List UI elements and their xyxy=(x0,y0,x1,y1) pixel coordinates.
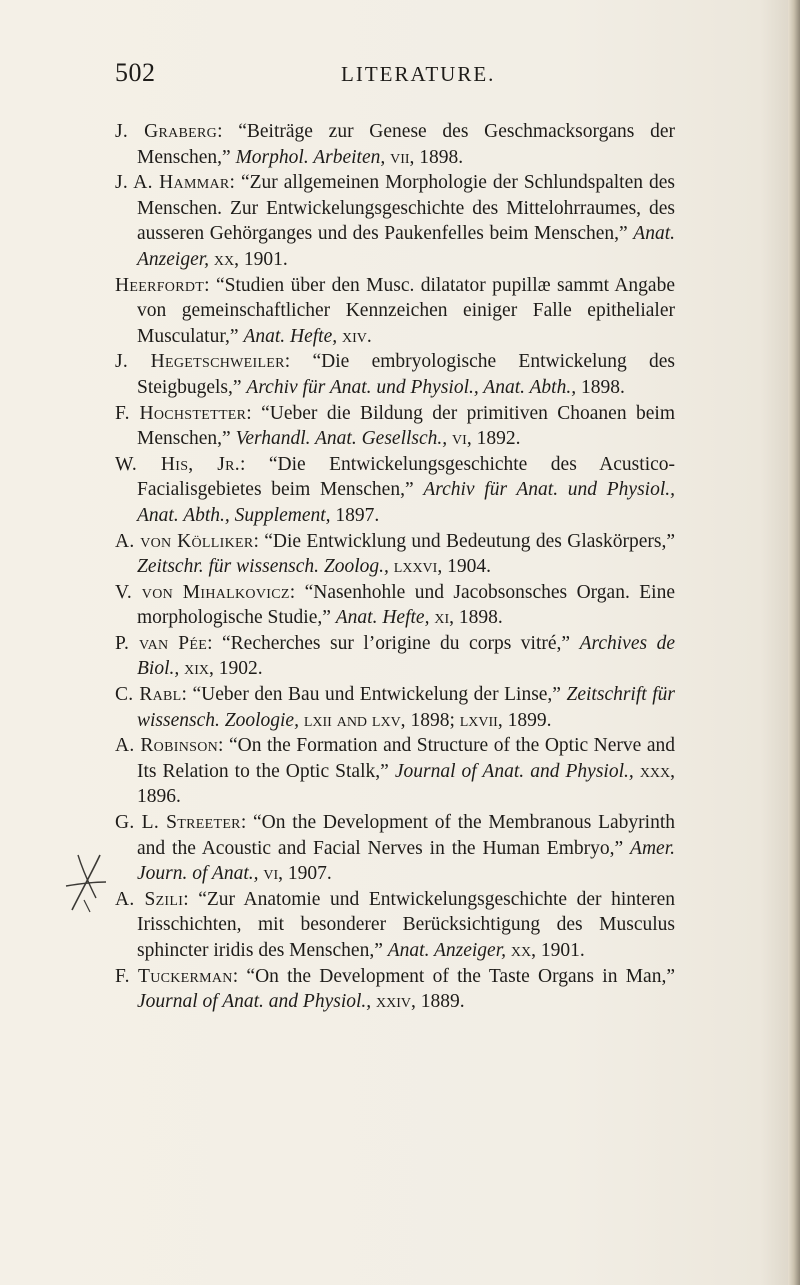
reference-year: 1897. xyxy=(335,504,380,526)
reference-title: “On the Formation and Structure of the Optic Nerve and Its Relation to the Optic Stalk,” xyxy=(137,735,675,782)
reference-volume: xi, xyxy=(434,607,454,629)
reference-entry: C. Rabl: “Ueber den Bau und Entwickelung der Linse,” Zeitschrift für wissensch. Zoologie, lxii and lxv, 1898; lxvii, 1899. xyxy=(115,684,675,731)
reference-journal: Amer. Journ. of Anat., xyxy=(137,837,675,885)
reference-volume: vii, xyxy=(390,146,415,168)
reference-year: 1892. xyxy=(476,428,521,450)
reference-entry: A. Robinson: “On the Formation and Structure of the Optic Nerve and Its Relation to the Optic Stalk,” Journal of Anat. and Physiol., xxx, 1896. xyxy=(115,735,676,808)
reference-title: “Nasenhohle und Jacobsonsches Organ. Eine morphologische Studie,” xyxy=(137,581,675,629)
reference-journal: Anat. Anzeiger, xyxy=(387,940,506,961)
reference-volume: xx, xyxy=(213,248,240,270)
reference-title: “Ueber die Bildung der primitiven Choanen beim Menschen,” xyxy=(137,402,675,450)
reference-journal: Archiv für Anat. und Physiol., Anat. Abth., Supplement, xyxy=(137,479,675,526)
reference-author: G. L. Streeter xyxy=(115,812,241,834)
reference-author: A. von Kölliker xyxy=(115,530,254,552)
reference-author: W. His, Jr. xyxy=(115,453,240,475)
reference-author: F. Tuckerman xyxy=(115,965,233,987)
reference-author: C. Rabl xyxy=(115,684,182,706)
reference-title: “Studien über den Musc. dilatator pupillæ sammt Angabe von gemeinschaftlicher Kennzeichen einiger Falle epithelialer Musculatur,” xyxy=(137,274,675,347)
reference-volume: vi, xyxy=(452,428,472,450)
page-header xyxy=(115,58,715,94)
reference-author: Heerfordt xyxy=(115,274,205,296)
reference-title: “Zur Anatomie und Entwickelungsgeschichte der hinteren Irisschichten, mit besonderer Berücksichtigung des Musculus sphincter iridis des Menschen,” xyxy=(137,888,676,961)
reference-journal: Archiv für Anat. und Physiol., Anat. Abth., xyxy=(246,376,577,398)
page-edge-shadow xyxy=(788,0,800,1285)
reference-entry: J. Hegetschweiler: “Die embryologische Entwickelung des Steigbugels,” Archiv für Anat. und Physiol., Anat. Abth., 1898. xyxy=(115,351,675,398)
reference-journal: Verhandl. Anat. Gesellsch., xyxy=(235,428,448,450)
reference-journal: Zeitschrift für wissensch. Zoologie, xyxy=(137,684,675,731)
reference-entry: J. A. Hammar: “Zur allgemeinen Morphologie der Schlundspalten des Menschen. Zur Entwickelungsgeschichte des Mittelohrraumes, des ausseren Gehörganges und des Paukenfelles beim Menschen,” Anat. Anzeiger, xx, 1901. xyxy=(115,172,676,270)
reference-author: J. Graberg xyxy=(115,121,218,142)
reference-journal: Anat. Hefte, xyxy=(243,325,338,347)
reference-title: “On the Development of the Membranous Labyrinth and the Acoustic and Facial Nerves in the Human Embryo,” xyxy=(137,812,675,859)
reference-year: 1898. xyxy=(419,146,464,168)
reference-volume: vi, xyxy=(263,863,284,885)
reference-journal: Journal of Anat. and Physiol., xyxy=(394,760,634,782)
reference-year: 1901. xyxy=(243,248,288,270)
reference-entry: A. von Kölliker: “Die Entwicklung und Bedeutung des Glaskörpers,” Zeitschr. für wissensch. Zoolog., lxxvi, 1904. xyxy=(115,530,675,578)
reference-year: 1904. xyxy=(447,556,491,578)
reference-year: 1901. xyxy=(540,940,585,961)
reference-journal: Archives de Biol., xyxy=(137,632,675,680)
reference-entry: J. Graberg: “Beiträge zur Genese des Geschmacksorgans der Menschen,” Morphol. Arbeiten, vii, 1898. xyxy=(115,121,675,168)
reference-year: 1898; lxvii, 1899. xyxy=(410,709,552,731)
reference-year: 1896. xyxy=(137,786,181,808)
reference-entry: P. van Pée: “Recherches sur l’origine du corps vitré,” Archives de Biol., xix, 1902. xyxy=(115,632,675,680)
reference-title: “Ueber den Bau und Entwickelung der Linse,” xyxy=(192,684,561,706)
reference-volume: xiv. xyxy=(342,325,372,347)
reference-title: “Die embryologische Entwickelung des Steigbugels,” xyxy=(137,351,675,398)
reference-title: “Beiträge zur Genese des Geschmacksorgans der Menschen,” xyxy=(137,121,675,168)
reference-year: 1898. xyxy=(580,376,625,398)
reference-volume: xix, xyxy=(184,658,214,680)
reference-volume: lxii and lxv, xyxy=(303,709,406,731)
reference-entry: Heerfordt: “Studien über den Musc. dilatator pupillæ sammt Angabe von gemeinschaftlicher Kennzeichen einiger Falle epithelialer Musculatur,” Anat. Hefte, xiv. xyxy=(115,274,675,347)
reference-title: “Die Entwickelungsgeschichte des Acustico-Facialisgebietes beim Menschen,” xyxy=(137,453,676,501)
reference-year: 1907. xyxy=(287,863,332,885)
reference-title: “Zur allgemeinen Morphologie der Schlundspalten des Menschen. Zur Entwickelungsgeschichte des Mittelohrraumes, des ausseren Gehörganges und des Paukenfelles beim Menschen,” xyxy=(137,172,675,245)
reference-volume: xxiv, xyxy=(376,991,416,1013)
reference-volume: lxxvi, xyxy=(393,556,443,578)
reference-volume: xxx, xyxy=(639,760,676,782)
reference-journal: Anat. Anzeiger, xyxy=(137,223,676,270)
reference-journal: Zeitschr. für wissensch. Zoolog., xyxy=(137,556,389,578)
reference-author: V. von Mihalkovicz xyxy=(115,581,290,603)
page-number: 502 xyxy=(115,58,156,87)
reference-year: 1902. xyxy=(218,658,263,680)
reference-author: J. Hegetschweiler xyxy=(115,351,285,373)
reference-author: A. Robinson xyxy=(115,735,219,757)
reference-journal: Anat. Hefte, xyxy=(335,607,430,629)
reference-author: A. Szili xyxy=(115,888,184,910)
reference-journal: Journal of Anat. and Physiol., xyxy=(137,991,372,1013)
reference-volume: xx, xyxy=(510,940,536,961)
reference-author: F. Hochstetter xyxy=(115,402,247,424)
reference-list xyxy=(115,119,675,1015)
reference-entry: W. His, Jr.: “Die Entwickelungsgeschichte des Acustico-Facialisgebietes beim Menschen,” Archiv für Anat. und Physiol., Anat. Abth., Supplement, 1897. xyxy=(115,453,676,526)
running-title: LITERATURE. xyxy=(341,62,496,86)
reference-journal: Morphol. Arbeiten, xyxy=(235,146,386,168)
reference-title: “Recherches sur l’origine du corps vitré,” xyxy=(222,632,571,654)
reference-author: P. van Pée xyxy=(115,632,208,654)
reference-author: J. A. Hammar xyxy=(115,172,230,194)
reference-title: “Die Entwicklung und Bedeutung des Glaskörpers,” xyxy=(264,530,675,552)
reference-entry: A. Szili: “Zur Anatomie und Entwickelungsgeschichte der hinteren Irisschichten, mit besonderer Berücksichtigung des Musculus sphincter iridis des Menschen,” Anat. Anzeiger, xx, 1901. xyxy=(115,888,676,961)
reference-entry: F. Hochstetter: “Ueber die Bildung der primitiven Choanen beim Menschen,” Verhandl. Anat. Gesellsch., vi, 1892. xyxy=(115,402,675,450)
reference-title: “On the Development of the Taste Organs in Man,” xyxy=(246,965,675,987)
reference-year: 1889. xyxy=(420,991,465,1013)
handwritten-mark-icon xyxy=(62,852,112,914)
reference-entry: G. L. Streeter: “On the Development of the Membranous Labyrinth and the Acoustic and Facial Nerves in the Human Embryo,” Amer. Journ. of Anat., vi, 1907. xyxy=(115,812,675,885)
reference-year: 1898. xyxy=(458,607,503,629)
reference-entry: F. Tuckerman: “On the Development of the Taste Organs in Man,” Journal of Anat. and Physiol., xxiv, 1889. xyxy=(115,965,675,1013)
reference-entry: V. von Mihalkovicz: “Nasenhohle und Jacobsonsches Organ. Eine morphologische Studie,” Anat. Hefte, xi, 1898. xyxy=(115,581,675,629)
